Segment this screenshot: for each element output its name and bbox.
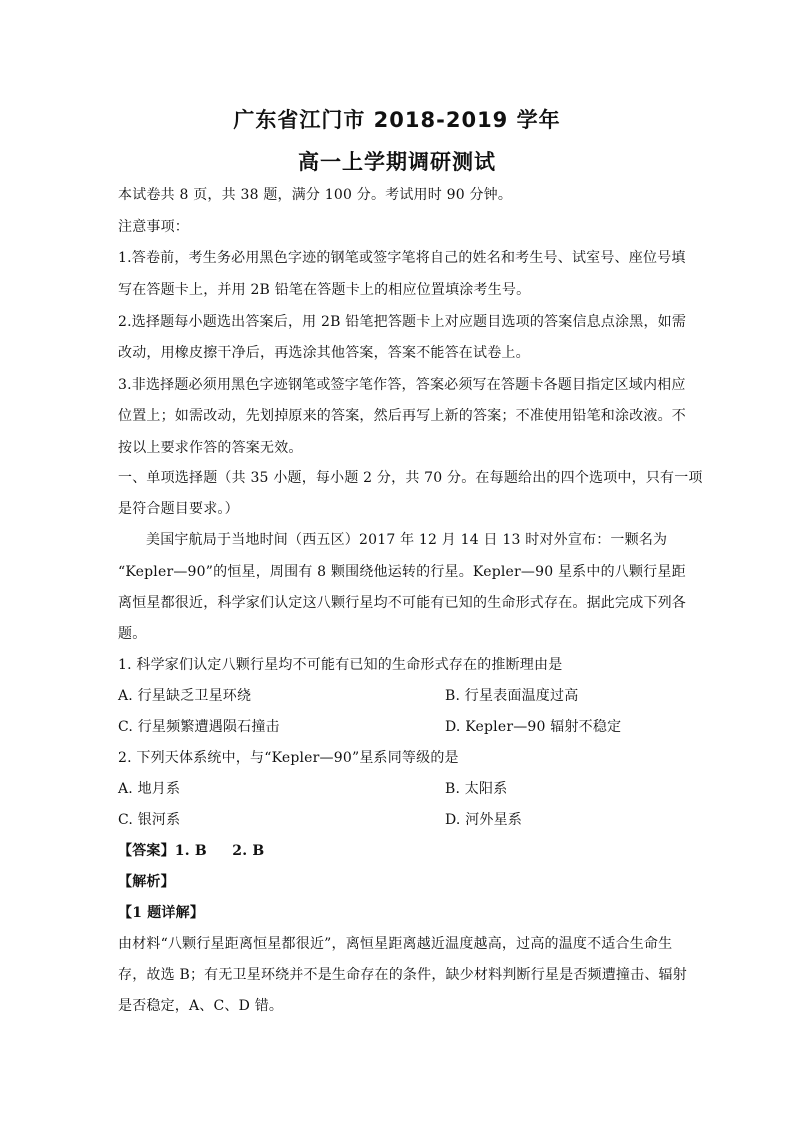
answer-line: 【答案】1. B 2. B xyxy=(118,843,265,859)
question-1-stem: 1. 科学家们认定八颗行星均不可能有已知的生命形式存在的推断理由是 xyxy=(118,657,563,673)
notice-3-line-3: 按以上要求作答的答案无效。 xyxy=(118,440,303,456)
notice-1-line-2: 写在答题卡上，并用 2B 铅笔在答题卡上的相应位置填涂考生号。 xyxy=(118,282,531,298)
analysis-heading: 【解析】 xyxy=(118,874,175,890)
notice-3-line-2: 位置上；如需改动，先划掉原来的答案，然后再写上新的答案；不准使用铅笔和涂改液。不 xyxy=(118,408,686,424)
question-2-option-a: A. 地月系 xyxy=(118,781,181,797)
document-title: 广东省江门市 2018-2019 学年 xyxy=(233,108,561,132)
detail-1-heading: 【1 题详解】 xyxy=(118,905,205,921)
detail-1-line-2: 存，故选 B；有无卫星环绕并不是生命存在的条件，缺少材料判断行星是否频遭撞击、辐射 xyxy=(118,967,687,983)
passage-line-3: 离恒星都很近，科学家们认定这八颗行星均不可能有已知的生命形式存在。据此完成下列各 xyxy=(118,595,686,611)
question-2-option-b: B. 太阳系 xyxy=(445,781,508,797)
question-2-option-c: C. 银河系 xyxy=(118,812,181,828)
passage-line-4: 题。 xyxy=(118,626,147,642)
notice-2-line-1: 2.选择题每小题选出答案后，用 2B 铅笔把答题卡上对应题目选项的答案信息点涂黑，如需 xyxy=(118,314,687,330)
exam-intro: 本试卷共 8 页，共 38 题，满分 100 分。考试用时 90 分钟。 xyxy=(118,187,513,203)
document-subtitle: 高一上学期调研测试 xyxy=(298,150,496,174)
passage-line-2: “Kepler—90”的恒星，周围有 8 颗围绕他运转的行星。Kepler—90 星系中的八颗行星距 xyxy=(118,564,686,580)
question-2-stem: 2. 下列天体系统中，与“Kepler—90”星系同等级的是 xyxy=(118,750,459,766)
notice-1-line-1: 1.答卷前，考生务必用黑色字迹的钢笔或签字笔将自己的姓名和考生号、试室号、座位号填 xyxy=(118,250,686,266)
question-1-option-b: B. 行星表面温度过高 xyxy=(445,688,579,704)
passage-line-1: 美国宇航局于当地时间（西五区）2017 年 12 月 14 日 13 时对外宣布：一颗名为 xyxy=(146,532,668,548)
question-1-option-d: D. Kepler—90 辐射不稳定 xyxy=(445,719,622,735)
notice-heading: 注意事项： xyxy=(118,219,189,235)
detail-1-line-3: 是否稳定，A、C、D 错。 xyxy=(118,998,284,1014)
question-1-option-a: A. 行星缺乏卫星环绕 xyxy=(118,688,252,704)
section-1-heading-line-1: 一、单项选择题（共 35 小题，每小题 2 分，共 70 分。在每题给出的四个选项中，只有一项 xyxy=(118,470,703,486)
notice-2-line-2: 改动，用橡皮擦干净后，再选涂其他答案，答案不能答在试卷上。 xyxy=(118,345,530,361)
detail-1-line-1: 由材料“八颗行星距离恒星都很近”，离恒星距离越近温度越高，过高的温度不适合生命生 xyxy=(118,936,673,952)
question-2-option-d: D. 河外星系 xyxy=(445,812,523,828)
question-1-option-c: C. 行星频繁遭遇陨石撞击 xyxy=(118,719,280,735)
notice-3-line-1: 3.非选择题必须用黑色字迹钢笔或签字笔作答，答案必须写在答题卡各题目指定区域内相应 xyxy=(118,377,686,393)
section-1-heading-line-2: 是符合题目要求。） xyxy=(118,501,239,517)
